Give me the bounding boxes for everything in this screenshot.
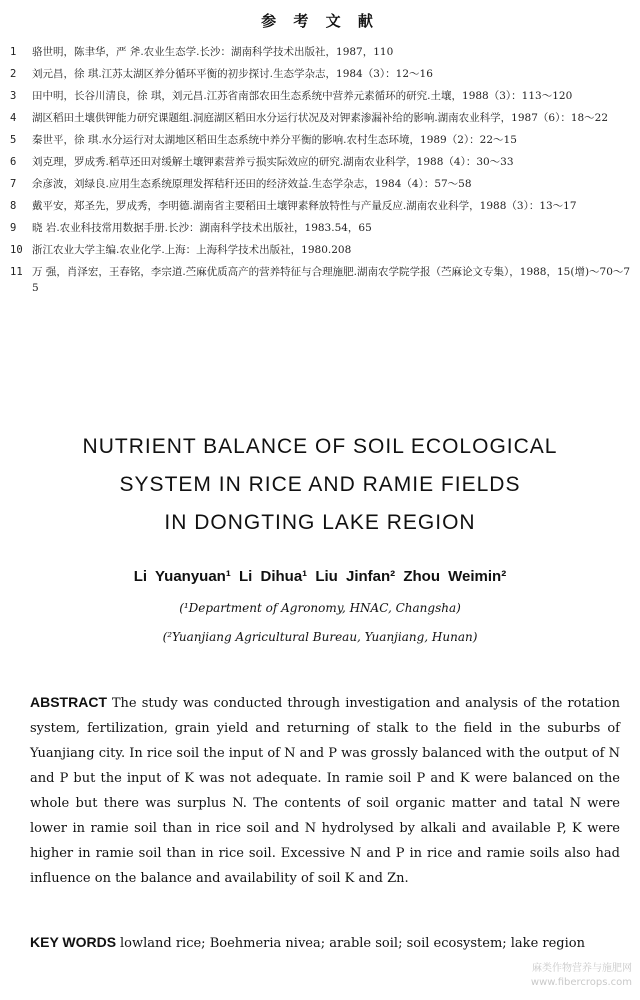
reference-text: 湖区稻田土壤供钾能力研究课题组.洞庭湖区稻田水分运行状况及对钾素渗漏补给的影响.湖南农业科学，1987（6）：18～22 [32, 112, 609, 124]
reference-number: 9 [10, 222, 17, 234]
reference-number: 1 [10, 46, 17, 58]
reference-item [10, 154, 636, 170]
keywords-label: KEY WORDS [30, 934, 120, 950]
paper-title [0, 428, 640, 542]
watermark [531, 962, 632, 990]
reference-number: 3 [10, 90, 17, 102]
reference-number: 7 [10, 178, 17, 190]
reference-text: 田中明，长谷川清良，徐 琪，刘元昌.江苏省南部农田生态系统中营养元素循环的研究.土壤，1988（3）：113～120 [32, 90, 573, 102]
references-heading: 参 考 文 献 [261, 12, 379, 30]
reference-number: 4 [10, 112, 17, 124]
reference-text: 戴平安，郑圣先，罗成秀，李明德.湖南省主要稻田土壤钾素释放特性与产量反应.湖南农业科学，1988（3）：13～17 [32, 200, 577, 212]
affiliation: (¹Department of Agronomy, HNAC, Changsha) [179, 601, 461, 615]
reference-text: 刘元昌，徐 琪.江苏太湖区养分循环平衡的初步探讨.生态学杂志，1984（3）：12～16 [32, 68, 433, 80]
abstract [30, 690, 620, 891]
reference-item [10, 198, 636, 214]
keywords-text: lowland rice; Boehmeria nivea; arable soil; soil ecosystem; lake region [119, 936, 585, 951]
affiliation: (²Yuanjiang Agricultural Bureau, Yuanjiang, Hunan) [162, 630, 478, 644]
reference-item [10, 242, 636, 258]
reference-number: 6 [10, 156, 17, 168]
watermark-url: www.fibercrops.com [530, 977, 632, 988]
reference-number: 10 [10, 244, 23, 256]
reference-text: 秦世平，徐 琪.水分运行对太湖地区稻田生态系统中养分平衡的影响.农村生态环境，1989（2）：22～15 [32, 134, 517, 146]
reference-text: 骆世明，陈聿华，严 斧.农业生态学.长沙：湖南科学技术出版社，1987，110 [32, 46, 394, 58]
reference-number: 5 [10, 134, 17, 146]
reference-text: 刘克理，罗成秀.稻草还田对缓解土壤钾素营养亏损实际效应的研究.湖南农业科学，1988（4）：30～33 [32, 156, 514, 168]
reference-item [10, 110, 636, 126]
title-line: IN DONGTING LAKE REGION [164, 511, 476, 534]
abstract-label: ABSTRACT [30, 694, 112, 710]
reference-item [10, 220, 636, 236]
keywords [30, 930, 620, 956]
references-list [10, 44, 636, 302]
reference-item [10, 264, 636, 296]
watermark-title: 麻类作物营养与施肥网 [532, 963, 632, 974]
reference-item [10, 66, 636, 82]
reference-number: 8 [10, 200, 17, 212]
reference-number: 2 [10, 68, 17, 80]
author-list: Li Yuanyuan¹ Li Dihua¹ Liu Jinfan² Zhou Weimin² [133, 568, 507, 585]
reference-item [10, 44, 636, 60]
reference-text: 万 强，肖泽宏，王春铭，李宗道.苎麻优质高产的营养特征与合理施肥.湖南农学院学报（苎麻论文专集），1988，15(增)～70～75 [32, 266, 631, 294]
reference-item [10, 132, 636, 148]
reference-item [10, 88, 636, 104]
reference-text: 晓 岩.农业科技常用数据手册.长沙：湖南科学技术出版社，1983.54，65 [32, 222, 372, 234]
reference-text: 浙江农业大学主编.农业化学.上海：上海科学技术出版社，1980.208 [32, 244, 352, 256]
reference-item [10, 176, 636, 192]
title-line: NUTRIENT BALANCE OF SOIL ECOLOGICAL [82, 435, 558, 458]
title-line: SYSTEM IN RICE AND RAMIE FIELDS [119, 473, 521, 496]
reference-text: 余彦波，刘绿良.应用生态系统原理发挥秸秆还田的经济效益.生态学杂志，1984（4）：57～58 [32, 178, 472, 190]
abstract-text: The study was conducted through investigation and analysis of the rotation system, fertilization, grain yield and returning of stalk to the field in the suburbs of Yuanjiang city. In rice soil the input of N and P was grossly balanced with the output of N and P but the input of K was not adequate. In ramie soil P and K were balanced on the whole but there was surplus N. The contents of soil organic matter and tatal N were lower in ramie soil than in rice soil and N hydrolysed by alkali and available P, K were higher in ramie soil than in rice soil. Excessive N and P in rice and ramie soils also had influence on the balance and availability of soil K and Zn. [30, 696, 620, 886]
reference-number: 11 [10, 266, 23, 278]
